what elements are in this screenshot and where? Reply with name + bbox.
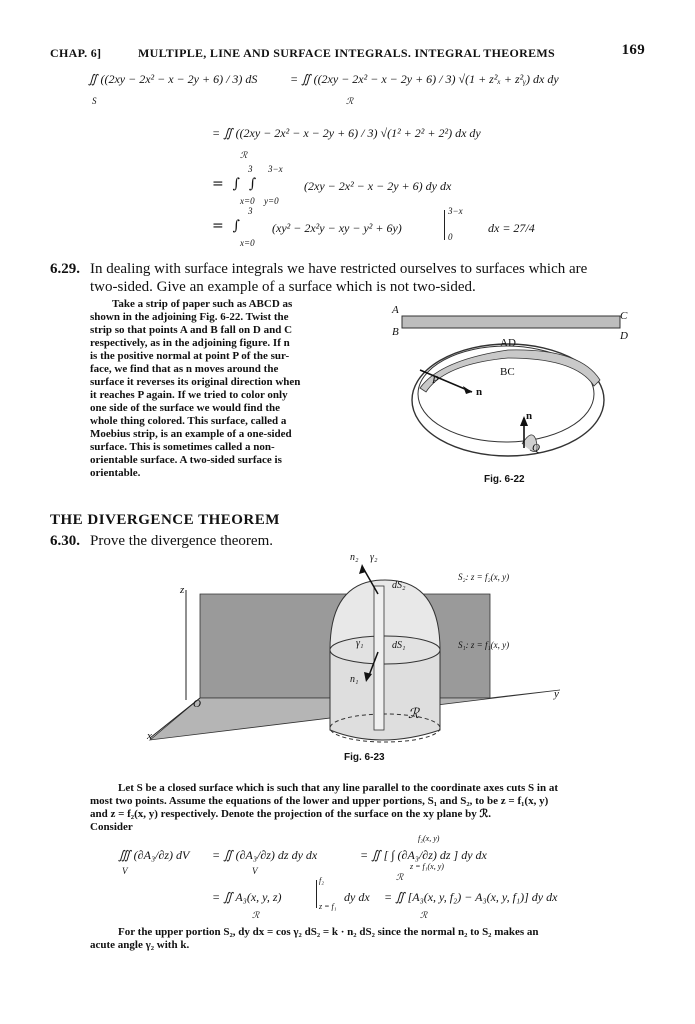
- fig622-label-D: D: [620, 330, 628, 342]
- page-header: [50, 42, 645, 60]
- proof-eq1-a-sub: V: [122, 866, 128, 876]
- fig622-label-AD: AD: [500, 337, 516, 349]
- proof-eq1-b-sub: V: [252, 866, 258, 876]
- proof-eq2-b-sub: ℛ: [420, 910, 428, 920]
- solution-line: respectively, as in the adjoining figure. If n: [90, 337, 290, 349]
- proof-eq1-a: ∭ (∂A₃/∂z) dV: [118, 848, 190, 862]
- equation-line-4-tail: dx = 27/4: [488, 221, 535, 235]
- solution-line: surface it reverses its original direction when: [90, 376, 301, 388]
- proof-eq2-a: = ∬ A₃(x, y, z): [212, 890, 282, 904]
- fig623-label-dS1: dS₁: [392, 640, 406, 651]
- proof-line: and z = f₂(x, y) respectively. Denote the projection of the surface on the xy plane by ℛ.: [90, 808, 492, 820]
- problem-629-statement-line-2: two-sided. Give an example of a surface which is not two-sided.: [90, 279, 476, 295]
- equation-line-4-integrand: (xy² − 2x²y − xy − y² + 6y): [272, 221, 402, 235]
- paper-strip: [402, 316, 620, 328]
- proof-paragraph-1: [90, 782, 650, 834]
- equation-line-1-sub-lhs: S: [92, 96, 97, 106]
- equation-line-1-rhs: = ∬ ((2xy − 2x² − x − 2y + 6) / 3) √(1 + z²ₓ + z²ᵧ) dx dy: [290, 72, 559, 86]
- fig623-label-O: O: [193, 698, 201, 710]
- proof-eq1-c: = ∬ [ ∫ (∂A₃/∂z) dz ] dy dx: [360, 848, 487, 862]
- solution-line: orientable surface. A two-sided surface is: [90, 454, 282, 466]
- fig623-label-x: x: [147, 730, 152, 742]
- chapter-title: MULTIPLE, LINE AND SURFACE INTEGRALS. INTEGRAL THEOREMS: [138, 46, 556, 60]
- equation-line-1-lhs: ∬ ((2xy − 2x² − x − 2y + 6) / 3) dS: [88, 72, 258, 86]
- fig622-label-C: C: [620, 310, 628, 322]
- equation-line-3-upper-x: 3: [248, 164, 253, 174]
- equation-line-2: = ∬ ((2xy − 2x² − x − 2y + 6) / 3) √(1² + 2² + 2²) dx dy: [212, 126, 481, 140]
- equation-line-4-integral: = ∫: [212, 218, 240, 234]
- problem-630-number: 6.30.: [50, 533, 80, 549]
- solution-line: is the positive normal at point P of the sur-: [90, 350, 290, 362]
- proof-eq1-c-lower: z = f₁(x, y): [410, 862, 444, 871]
- solution-line: orientable.: [90, 467, 141, 479]
- solution-line: one side of the surface we would find the: [90, 402, 281, 414]
- fig623-label-gamma2: γ₂: [370, 552, 378, 563]
- equation-line-4-upper-x: 3: [248, 206, 253, 216]
- lower-surface-S1: [330, 636, 440, 664]
- proof-eq1-c-upper: f₂(x, y): [418, 834, 440, 843]
- proof-eq1-b: = ∬ (∂A₃/∂z) dz dy dx: [212, 848, 318, 862]
- proof-eq2-a-upper: f₂: [319, 876, 325, 885]
- proof-line: For the upper portion S₂, dy dx = cos γ₂ dS₂ = k · n₂ dS₂ since the normal n₂ to S₂ makes an: [118, 926, 539, 938]
- fig623-label-S1: S₁: z = f₁(x, y): [458, 640, 510, 650]
- fig623-label-dS2: dS₂: [392, 580, 406, 591]
- fig623-label-n2: n₂: [350, 552, 359, 563]
- equation-line-3-lower-x: x=0: [240, 196, 255, 206]
- proof-line: acute angle γ₂ with k.: [90, 939, 190, 951]
- fig623-label-z: z: [180, 584, 185, 596]
- solution-line: whole thing colored. This surface, called a: [90, 415, 287, 427]
- proof-eq2-a-tail: dy dx: [344, 890, 370, 904]
- fig623-label-y: y: [554, 688, 559, 700]
- section-heading: THE DIVERGENCE THEOREM: [50, 512, 280, 528]
- solution-line: strip so that points A and B fall on D and C: [90, 324, 293, 336]
- fig623-label-gamma1: γ₁: [356, 638, 364, 649]
- equation-line-4-eval-lower: 0: [448, 232, 453, 242]
- equation-line-3-integrals: = ∫ ∫: [212, 176, 257, 192]
- equation-line-4-lower-x: x=0: [240, 238, 255, 248]
- fig623-label-R: ℛ: [408, 707, 420, 722]
- solution-line: Take a strip of paper such as ABCD as: [112, 298, 293, 310]
- fig622-label-P: P: [432, 374, 439, 386]
- fig622-label-n1: n: [476, 386, 483, 398]
- fig622-label-A: A: [392, 304, 399, 316]
- proof-line: Let S be a closed surface which is such that any line parallel to the coordinate axes cuts S in at: [118, 782, 558, 794]
- solution-line: it reaches P again. If we tried to color only: [90, 389, 288, 401]
- proof-line: most two points. Assume the equations of the lower and upper portions, S₁ and S₂, to be z = f₁(x, y): [90, 795, 549, 807]
- proof-line: Consider: [90, 821, 133, 833]
- fig622-label-Q: Q: [532, 442, 540, 454]
- equation-line-3-integrand: (2xy − 2x² − x − 2y + 6) dy dx: [304, 179, 452, 193]
- solution-line: Moebius strip, is an example of a one-sided: [90, 428, 292, 440]
- problem-629-solution: [90, 298, 365, 480]
- proof-eq2-b: = ∬ [A₃(x, y, f₂) − A₃(x, y, f₁)] dy dx: [384, 890, 558, 904]
- page-number: 169: [621, 42, 645, 58]
- problem-630-text: Prove the divergence theorem.: [90, 533, 273, 549]
- equation-line-3-upper-y: 3−x: [268, 164, 283, 174]
- evaluation-bar: [444, 210, 445, 240]
- figure-6-23-divergence-region: [140, 550, 580, 760]
- problem-629-number: 6.29.: [50, 261, 80, 277]
- figure-6-22-moebius-strip: [380, 300, 650, 478]
- equation-line-2-sub: ℛ: [240, 150, 248, 160]
- fig623-label-S2: S₂: z = f₂(x, y): [458, 572, 510, 582]
- fig622-caption: Fig. 6-22: [484, 474, 525, 485]
- solution-line: face, we find that as n moves around the: [90, 363, 279, 375]
- proof-eq2-a-sub: ℛ: [252, 910, 260, 920]
- fig622-label-BC: BC: [500, 366, 515, 378]
- normal-arrowhead-1: [463, 386, 472, 394]
- problem-629-statement-line-1: In dealing with surface integrals we have restricted ourselves to surfaces which are: [90, 261, 588, 277]
- solution-line: surface. This is sometimes called a non-: [90, 441, 275, 453]
- proof-eq1-c-sub: ℛ: [396, 872, 404, 882]
- eq2-evaluation-bar: [316, 880, 317, 908]
- fig622-label-n2: n: [526, 410, 533, 422]
- proof-eq2-a-lower: z = f₁: [319, 902, 337, 911]
- chapter-label: CHAP. 6]: [50, 46, 102, 60]
- fig622-label-B: B: [392, 326, 399, 338]
- fig623-label-n1: n₁: [350, 674, 359, 685]
- fig623-caption: Fig. 6-23: [344, 752, 385, 763]
- proof-paragraph-2: [90, 926, 650, 952]
- solution-line: shown in the adjoining Fig. 6-22. Twist the: [90, 311, 289, 323]
- equation-line-3-lower-y: y=0: [264, 196, 279, 206]
- equation-line-4-eval-upper: 3−x: [448, 206, 463, 216]
- equation-line-1-sub-rhs: ℛ: [346, 96, 354, 106]
